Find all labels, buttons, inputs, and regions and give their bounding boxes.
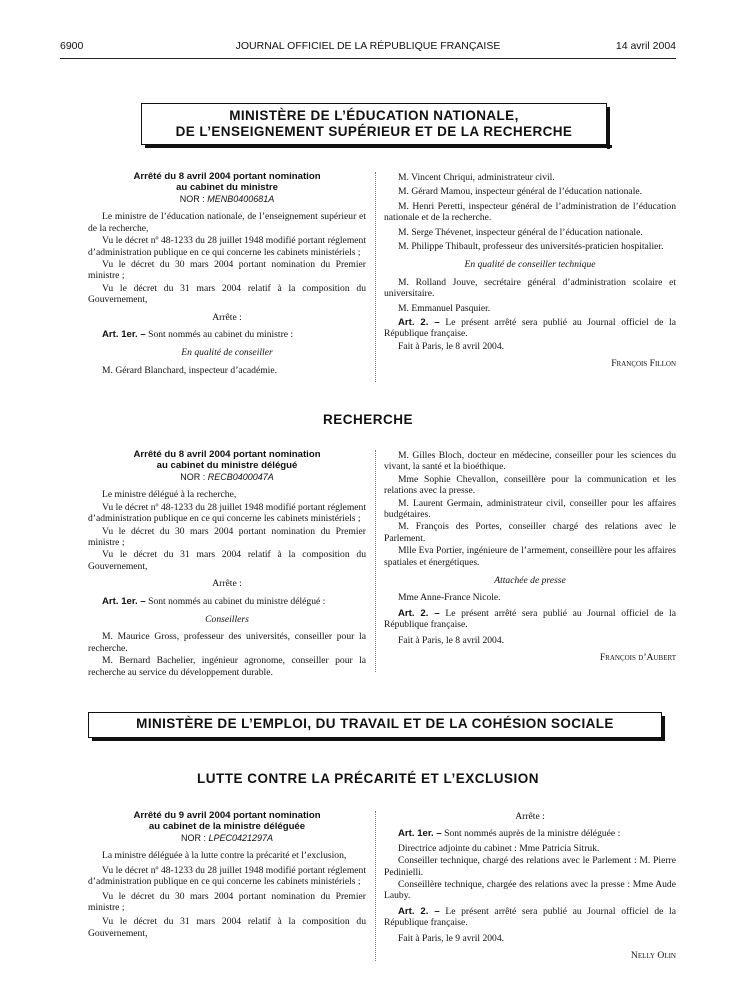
arrete-title-line: Arrêté du 8 avril 2004 portant nomination <box>133 449 321 460</box>
paragraph: M. Henri Peretti, inspecteur général de l’administration de l’éducation nationale et de la recherche. <box>384 200 676 224</box>
arrete-title-line: au cabinet de la ministre déléguée <box>148 821 306 832</box>
subheading: En qualité de conseiller <box>181 347 273 359</box>
paragraph: Fait à Paris, le 8 avril 2004. <box>398 634 505 646</box>
section1-left-column <box>88 171 366 377</box>
column-divider <box>375 811 376 961</box>
article-text: Le présent arrêté sera publié au Journal officiel de la République française. <box>384 317 676 340</box>
paragraph: Vu le décret du 30 mars 2004 portant nomination du Premier ministre ; <box>88 525 366 549</box>
section1-right-column <box>384 172 676 371</box>
article-label: Art. 2. – <box>398 607 440 619</box>
nor-reference <box>88 472 366 483</box>
paragraph: Mme Sophie Chevallon, conseillère pour la communication et les relations avec la presse. <box>384 473 676 497</box>
article-text: Sont nommés au cabinet du ministre : <box>145 329 294 341</box>
paragraph: Le ministre de l’éducation nationale, de l’enseignement supérieur et de la recherche, <box>88 211 366 234</box>
signature: François d’Aubert <box>599 652 676 664</box>
subheading: En qualité de conseiller technique <box>464 259 596 271</box>
paragraph: M. Rolland Jouve, secrétaire général d’administration scolaire et universitaire. <box>384 276 676 300</box>
paragraph: M. Gérard Mamou, inspecteur général de l’éducation nationale. <box>398 186 643 198</box>
paragraph: Conseillère technique, chargée des relations avec la presse : Mme Aude Lauby. <box>384 879 676 902</box>
article-1 <box>88 596 366 607</box>
paragraph: M. François des Portes, conseiller chargé des relations avec le Parlement. <box>384 521 676 544</box>
article-1 <box>88 329 366 340</box>
article-2 <box>384 906 676 929</box>
article-text: Le présent arrêté sera publié au Journal officiel de la République française. <box>384 607 676 631</box>
section-heading-recherche: RECHERCHE <box>322 412 413 427</box>
article-text: Sont nommés au cabinet du ministre délégué : <box>145 595 326 607</box>
article-label: Art. 1er. – <box>102 595 146 607</box>
paragraph: M. Serge Thévenet, inspecteur général de l’éducation nationale. <box>398 226 643 238</box>
paragraph: M. Gilles Bloch, docteur en médecine, conseiller pour les sciences du vivant, la santé et la bioéthique. <box>384 450 676 473</box>
article-text: Le présent arrêté sera publié au Journal officiel de la République française. <box>384 905 676 929</box>
arrete-title-2 <box>88 449 366 471</box>
paragraph: Mme Anne-France Nicole. <box>398 592 501 604</box>
paragraph: Vu le décret nº 48-1233 du 28 juillet 1948 modifié portant réglement d’administration publique en ce qui concerne les cabinets ministériels ; <box>88 235 366 258</box>
ministry-line-1: MINISTÈRE DE L’ÉDUCATION NATIONALE, <box>229 108 519 123</box>
paragraph: Vu le décret du 30 mars 2004 portant nomination du Premier ministre ; <box>88 890 366 914</box>
ministry-box-education <box>141 103 607 145</box>
arrete-title-line: Arrêté du 9 avril 2004 portant nomination <box>133 810 321 821</box>
arrete-label: Arrête : <box>212 311 242 323</box>
column-divider <box>375 450 376 672</box>
article-label: Art. 1er. – <box>102 329 146 341</box>
arrete-title-line: au cabinet du ministre <box>176 182 278 193</box>
paragraph: Mlle Eva Portier, ingénieure de l’armement, conseillère pour les affaires spatiales et énergétiques. <box>384 545 676 568</box>
paragraph: Vu le décret nº 48-1233 du 28 juillet 1948 modifié portant réglement d’administration publique en ce qui concerne les cabinets ministériels ; <box>88 864 366 888</box>
paragraph: Vu le décret du 31 mars 2004 relatif à la composition du Gouvernement, <box>88 549 366 572</box>
section-heading-precarite: LUTTE CONTRE LA PRÉCARITÉ ET L’EXCLUSION <box>196 771 539 786</box>
ministry-box-emploi <box>88 712 662 738</box>
paragraph: Fait à Paris, le 8 avril 2004. <box>398 340 505 352</box>
paragraph: M. Emmanuel Pasquier. <box>398 302 491 314</box>
arrete-title-1 <box>88 171 366 193</box>
ministry-title: MINISTÈRE DE L’EMPLOI, DU TRAVAIL ET DE LA COHÉSION SOCIALE <box>136 716 614 731</box>
paragraph: Fait à Paris, le 9 avril 2004. <box>398 932 505 944</box>
column-divider <box>375 172 376 382</box>
article-1 <box>384 828 676 839</box>
arrete-title-line: Arrêté du 8 avril 2004 portant nomination <box>133 171 321 182</box>
box-shadow <box>92 738 665 741</box>
article-text: Sont nommés auprès de la ministre déléguée : <box>441 828 621 840</box>
article-2 <box>384 608 676 631</box>
nor-reference <box>88 194 366 205</box>
nor-label: NOR : <box>179 194 208 204</box>
paragraph: Vu le décret nº 48-1233 du 28 juillet 1948 modifié portant réglement d’administration publique en ce qui concerne les cabinets ministériels ; <box>88 501 366 525</box>
paragraph: Vu le décret du 30 mars 2004 portant nomination du Premier ministre ; <box>88 259 366 282</box>
arrete-label: Arrête : <box>212 578 242 590</box>
paragraph: La ministre déléguée à la lutte contre la précarité et l’exclusion, <box>102 850 347 862</box>
nor-label: NOR : <box>180 833 209 843</box>
article-label: Art. 2. – <box>398 317 440 329</box>
paragraph: M. Bernard Bachelier, ingénieur agronome, conseiller pour la recherche au service du développement durable. <box>88 655 366 678</box>
arrete-label: Arrête : <box>515 811 545 822</box>
section2-left-column <box>88 449 366 679</box>
paragraph: M. Maurice Gross, professeur des universités, conseiller pour la recherche. <box>88 631 366 654</box>
paragraph: M. Laurent Germain, administrateur civil, conseiller pour les affaires budgétaires. <box>384 497 676 521</box>
issue-date: 14 avril 2004 <box>615 40 676 52</box>
article-label: Art. 1er. – <box>398 828 442 840</box>
header-rule <box>60 58 676 59</box>
box-shadow <box>145 145 612 148</box>
section3-right-column <box>384 811 676 962</box>
arrete-title-3 <box>88 810 366 832</box>
box-shadow <box>607 107 610 149</box>
signature: François Fillon <box>611 358 676 370</box>
nor-code: MENB0400681A <box>207 194 275 204</box>
box-shadow <box>662 716 665 740</box>
paragraph: Le ministre délégué à la recherche, <box>102 489 237 501</box>
nor-code: LPEC0421297A <box>208 833 274 843</box>
journal-title: JOURNAL OFFICIEL DE LA RÉPUBLIQUE FRANÇAISE <box>235 40 501 52</box>
nor-label: NOR : <box>180 472 208 482</box>
subheading: Attachée de presse <box>494 575 566 587</box>
running-head <box>60 40 676 54</box>
signature: Nelly Olin <box>630 950 676 962</box>
ministry-line-2: DE L’ENSEIGNEMENT SUPÉRIEUR ET DE LA RECHERCHE <box>175 124 573 139</box>
subheading: Conseillers <box>205 614 249 626</box>
nor-reference <box>88 833 366 844</box>
paragraph: Vu le décret du 31 mars 2004 relatif à la composition du Gouvernement, <box>88 916 366 939</box>
paragraph: Directrice adjointe du cabinet : Mme Patricia Sitruk. <box>398 842 600 854</box>
paragraph: M. Philippe Thibault, professeur des universités-praticien hospitalier. <box>398 241 664 253</box>
section2-right-column <box>384 450 676 665</box>
paragraph: Conseiller technique, chargé des relations avec le Parlement : M. Pierre Pedinielli. <box>384 855 676 878</box>
paragraph: Vu le décret du 31 mars 2004 relatif à la composition du Gouvernement, <box>88 282 366 306</box>
article-2 <box>384 317 676 340</box>
arrete-title-line: au cabinet du ministre délégué <box>156 460 298 471</box>
paragraph: M. Vincent Chriqui, administrateur civil. <box>398 172 555 183</box>
section3-left-column <box>88 810 366 940</box>
page-number: 6900 <box>60 40 84 52</box>
paragraph: M. Gérard Blanchard, inspecteur d’académie. <box>102 364 278 376</box>
nor-code: RECB0400047A <box>207 472 274 482</box>
article-label: Art. 2. – <box>398 905 440 917</box>
